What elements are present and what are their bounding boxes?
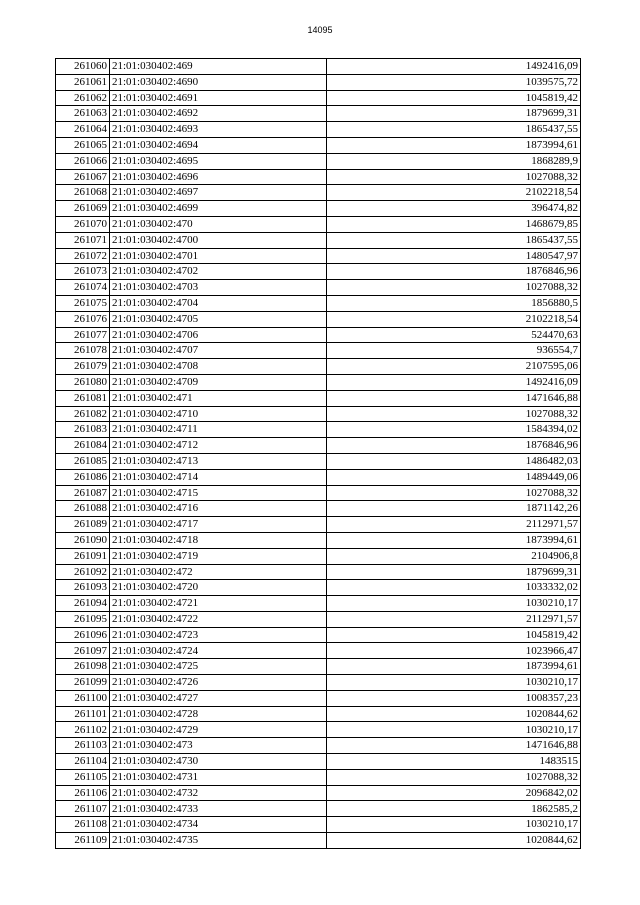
cadastral-value-cell: 1020844,62 [327,833,581,849]
row-number-cell: 261063 [56,106,110,122]
cadastral-value-cell: 2107595,06 [327,359,581,375]
row-number-cell: 261068 [56,185,110,201]
cadastral-number-cell: 21:01:030402:4731 [110,769,327,785]
cadastral-value-cell: 2096842,02 [327,785,581,801]
cadastral-value-cell: 1876846,96 [327,264,581,280]
cadastral-number-cell: 21:01:030402:4703 [110,280,327,296]
row-number-cell: 261070 [56,216,110,232]
cadastral-value-cell: 1489449,06 [327,469,581,485]
cadastral-number-cell: 21:01:030402:4712 [110,438,327,454]
cadastral-number-cell: 21:01:030402:4710 [110,406,327,422]
row-number-cell: 261091 [56,548,110,564]
cadastral-value-cell: 1027088,32 [327,769,581,785]
table-row [56,169,581,185]
row-number-cell: 261083 [56,422,110,438]
table-row [56,280,581,296]
row-number-cell: 261101 [56,706,110,722]
row-number-cell: 261080 [56,374,110,390]
cadastral-value-cell: 1879699,31 [327,106,581,122]
cadastral-number-cell: 21:01:030402:4693 [110,122,327,138]
row-number-cell: 261097 [56,643,110,659]
table-row [56,690,581,706]
row-number-cell: 261088 [56,501,110,517]
cadastral-value-cell: 1876846,96 [327,438,581,454]
cadastral-value-cell: 1045819,42 [327,627,581,643]
row-number-cell: 261071 [56,232,110,248]
table-row [56,311,581,327]
cadastral-value-cell: 1045819,42 [327,90,581,106]
row-number-cell: 261077 [56,327,110,343]
row-number-cell: 261081 [56,390,110,406]
row-number-cell: 261107 [56,801,110,817]
row-number-cell: 261067 [56,169,110,185]
cadastral-value-cell: 1468679,85 [327,216,581,232]
cadastral-value-cell: 1483515 [327,754,581,770]
table-row [56,833,581,849]
cadastral-value-cell: 1023966,47 [327,643,581,659]
table-row [56,122,581,138]
cadastral-number-cell: 21:01:030402:4722 [110,611,327,627]
cadastral-value-cell: 1862585,2 [327,801,581,817]
cadastral-number-cell: 21:01:030402:4732 [110,785,327,801]
row-number-cell: 261084 [56,438,110,454]
table-row [56,343,581,359]
page-number: 14095 [307,25,333,35]
cadastral-value-cell: 2104906,8 [327,548,581,564]
cadastral-value-cell: 1868289,9 [327,153,581,169]
cadastral-number-cell: 21:01:030402:4733 [110,801,327,817]
row-number-cell: 261076 [56,311,110,327]
cadastral-value-cell: 2112971,57 [327,517,581,533]
table-row [56,438,581,454]
row-number-cell: 261095 [56,611,110,627]
table-row [56,185,581,201]
table-row [56,580,581,596]
cadastral-value-cell: 1865437,55 [327,122,581,138]
cadastral-value-cell: 1879699,31 [327,564,581,580]
table-row [56,722,581,738]
cadastral-value-cell: 1030210,17 [327,596,581,612]
cadastral-value-cell: 1039575,72 [327,74,581,90]
cadastral-number-cell: 21:01:030402:4719 [110,548,327,564]
cadastral-number-cell: 21:01:030402:4720 [110,580,327,596]
cadastral-value-cell: 2112971,57 [327,611,581,627]
row-number-cell: 261079 [56,359,110,375]
cadastral-number-cell: 21:01:030402:4696 [110,169,327,185]
cadastral-number-cell: 21:01:030402:4690 [110,74,327,90]
table-row [56,390,581,406]
row-number-cell: 261085 [56,453,110,469]
table-row [56,295,581,311]
row-number-cell: 261100 [56,690,110,706]
cadastral-value-cell: 1480547,97 [327,248,581,264]
row-number-cell: 261075 [56,295,110,311]
row-number-cell: 261099 [56,675,110,691]
cadastral-value-cell: 1027088,32 [327,280,581,296]
cadastral-value-cell: 1030210,17 [327,817,581,833]
row-number-cell: 261062 [56,90,110,106]
row-number-cell: 261078 [56,343,110,359]
cadastral-number-cell: 21:01:030402:4700 [110,232,327,248]
cadastral-number-cell: 21:01:030402:4706 [110,327,327,343]
row-number-cell: 261093 [56,580,110,596]
cadastral-value-cell: 1871142,26 [327,501,581,517]
cadastral-value-cell: 396474,82 [327,201,581,217]
cadastral-number-cell: 21:01:030402:4701 [110,248,327,264]
cadastral-number-cell: 21:01:030402:4715 [110,485,327,501]
cadastral-value-cell: 1027088,32 [327,485,581,501]
cadastral-number-cell: 21:01:030402:4709 [110,374,327,390]
cadastral-number-cell: 21:01:030402:4711 [110,422,327,438]
cadastral-value-cell: 1865437,55 [327,232,581,248]
cadastral-value-cell: 1486482,03 [327,453,581,469]
cadastral-value-cell: 524470,63 [327,327,581,343]
table-row [56,374,581,390]
cadastral-value-cell: 1008357,23 [327,690,581,706]
cadastral-number-cell: 21:01:030402:4721 [110,596,327,612]
cadastral-number-cell: 21:01:030402:4705 [110,311,327,327]
cadastral-number-cell: 21:01:030402:4723 [110,627,327,643]
table-row [56,422,581,438]
table-row [56,659,581,675]
cadastral-number-cell: 21:01:030402:4694 [110,137,327,153]
cadastral-value-cell: 1033332,02 [327,580,581,596]
row-number-cell: 261086 [56,469,110,485]
cadastral-value-table [55,58,581,849]
cadastral-value-cell: 1856880,5 [327,295,581,311]
row-number-cell: 261106 [56,785,110,801]
cadastral-number-cell: 21:01:030402:470 [110,216,327,232]
cadastral-number-cell: 21:01:030402:4716 [110,501,327,517]
cadastral-number-cell: 21:01:030402:4702 [110,264,327,280]
table-row [56,643,581,659]
cadastral-number-cell: 21:01:030402:4699 [110,201,327,217]
row-number-cell: 261065 [56,137,110,153]
table-row [56,532,581,548]
table-body [56,59,581,849]
row-number-cell: 261064 [56,122,110,138]
row-number-cell: 261105 [56,769,110,785]
table-row [56,738,581,754]
row-number-cell: 261104 [56,754,110,770]
cadastral-number-cell: 21:01:030402:4725 [110,659,327,675]
cadastral-number-cell: 21:01:030402:4691 [110,90,327,106]
row-number-cell: 261090 [56,532,110,548]
row-number-cell: 261060 [56,59,110,75]
cadastral-value-cell: 2102218,54 [327,311,581,327]
cadastral-number-cell: 21:01:030402:4729 [110,722,327,738]
row-number-cell: 261103 [56,738,110,754]
cadastral-value-cell: 2102218,54 [327,185,581,201]
row-number-cell: 261094 [56,596,110,612]
cadastral-number-cell: 21:01:030402:4734 [110,817,327,833]
cadastral-number-cell: 21:01:030402:4730 [110,754,327,770]
table-row [56,153,581,169]
row-number-cell: 261108 [56,817,110,833]
table-row [56,564,581,580]
cadastral-number-cell: 21:01:030402:471 [110,390,327,406]
table-row [56,627,581,643]
cadastral-number-cell: 21:01:030402:4735 [110,833,327,849]
table-row [56,469,581,485]
table-row [56,611,581,627]
row-number-cell: 261072 [56,248,110,264]
table-row [56,74,581,90]
cadastral-value-cell: 1873994,61 [327,137,581,153]
cadastral-number-cell: 21:01:030402:4717 [110,517,327,533]
table-row [56,453,581,469]
table-row [56,359,581,375]
table-row [56,406,581,422]
cadastral-value-cell: 1471646,88 [327,738,581,754]
cadastral-number-cell: 21:01:030402:469 [110,59,327,75]
table-row [56,501,581,517]
cadastral-number-cell: 21:01:030402:4728 [110,706,327,722]
table-row [56,327,581,343]
cadastral-value-cell: 1030210,17 [327,675,581,691]
cadastral-number-cell: 21:01:030402:4718 [110,532,327,548]
cadastral-number-cell: 21:01:030402:472 [110,564,327,580]
table-row [56,248,581,264]
cadastral-number-cell: 21:01:030402:473 [110,738,327,754]
table-row [56,596,581,612]
table-row [56,801,581,817]
row-number-cell: 261069 [56,201,110,217]
row-number-cell: 261092 [56,564,110,580]
table-row [56,106,581,122]
cadastral-number-cell: 21:01:030402:4724 [110,643,327,659]
cadastral-value-cell: 1020844,62 [327,706,581,722]
cadastral-number-cell: 21:01:030402:4708 [110,359,327,375]
cadastral-value-cell: 1027088,32 [327,406,581,422]
table-row [56,59,581,75]
cadastral-value-cell: 1492416,09 [327,59,581,75]
cadastral-value-cell: 1471646,88 [327,390,581,406]
table-row [56,137,581,153]
cadastral-number-cell: 21:01:030402:4713 [110,453,327,469]
cadastral-number-cell: 21:01:030402:4695 [110,153,327,169]
table-row [56,675,581,691]
row-number-cell: 261074 [56,280,110,296]
table-row [56,232,581,248]
cadastral-value-cell: 1030210,17 [327,722,581,738]
cadastral-number-cell: 21:01:030402:4714 [110,469,327,485]
table-row [56,769,581,785]
cadastral-value-cell: 1027088,32 [327,169,581,185]
row-number-cell: 261109 [56,833,110,849]
table-row [56,485,581,501]
cadastral-number-cell: 21:01:030402:4692 [110,106,327,122]
cadastral-value-cell: 1584394,02 [327,422,581,438]
table-row [56,90,581,106]
table-row [56,216,581,232]
cadastral-value-cell: 1873994,61 [327,659,581,675]
row-number-cell: 261066 [56,153,110,169]
table-row [56,785,581,801]
row-number-cell: 261098 [56,659,110,675]
table-row [56,548,581,564]
table-row [56,706,581,722]
row-number-cell: 261087 [56,485,110,501]
cadastral-number-cell: 21:01:030402:4697 [110,185,327,201]
row-number-cell: 261089 [56,517,110,533]
table-row [56,517,581,533]
row-number-cell: 261102 [56,722,110,738]
cadastral-value-cell: 936554,7 [327,343,581,359]
table-row [56,817,581,833]
row-number-cell: 261061 [56,74,110,90]
cadastral-number-cell: 21:01:030402:4726 [110,675,327,691]
row-number-cell: 261073 [56,264,110,280]
row-number-cell: 261082 [56,406,110,422]
cadastral-value-cell: 1492416,09 [327,374,581,390]
table-row [56,264,581,280]
table-row [56,201,581,217]
table-row [56,754,581,770]
cadastral-number-cell: 21:01:030402:4704 [110,295,327,311]
cadastral-number-cell: 21:01:030402:4707 [110,343,327,359]
cadastral-value-cell: 1873994,61 [327,532,581,548]
cadastral-number-cell: 21:01:030402:4727 [110,690,327,706]
row-number-cell: 261096 [56,627,110,643]
